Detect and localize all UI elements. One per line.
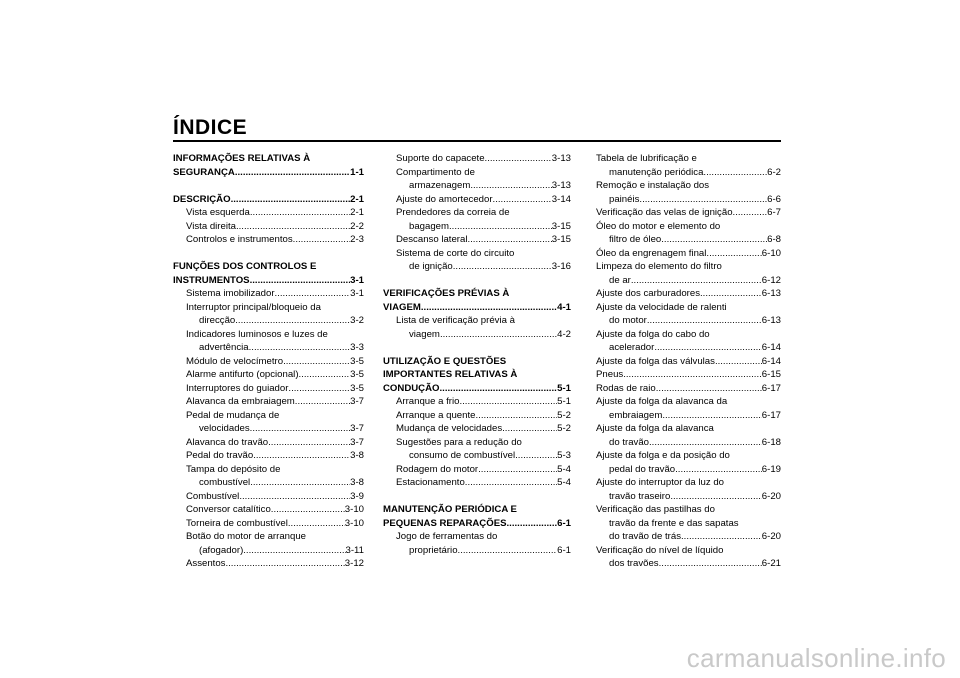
toc-entry bbox=[173, 422, 364, 436]
toc-entry-text: Assentos bbox=[186, 558, 226, 569]
toc-spacer bbox=[383, 490, 571, 504]
toc-page-number: 3-9 bbox=[350, 490, 364, 502]
toc-entry bbox=[383, 436, 571, 450]
toc-entry bbox=[383, 395, 571, 409]
toc-entry-text: do motor bbox=[609, 315, 647, 326]
toc-entry-text: Ajuste da folga da alavanca bbox=[596, 423, 714, 434]
toc-page-number: 6-12 bbox=[761, 274, 781, 286]
toc-page-number: 3-7 bbox=[350, 423, 364, 434]
toc-entry-text: Estacionamento bbox=[396, 477, 465, 488]
toc-leader-dots bbox=[493, 193, 552, 207]
toc-leader-dots bbox=[639, 193, 767, 207]
toc-page-number: 6-7 bbox=[767, 207, 781, 218]
toc-page-number: 6-1 bbox=[557, 544, 571, 556]
toc-page-number: 6-10 bbox=[761, 247, 781, 259]
toc-entry bbox=[173, 206, 364, 220]
toc-entry bbox=[596, 314, 781, 328]
toc-entry-text: SEGURANÇA bbox=[173, 166, 235, 178]
toc-entry bbox=[596, 355, 781, 369]
toc-entry-text: Interruptores do guiador bbox=[186, 382, 289, 394]
toc-entry bbox=[173, 287, 364, 301]
toc-entry-text: Óleo da engrenagem final bbox=[596, 247, 707, 259]
toc-entry bbox=[383, 463, 571, 477]
toc-entry-text: PEQUENAS REPARAÇÕES bbox=[383, 517, 507, 529]
toc-leader-dots bbox=[703, 166, 767, 180]
toc-entry bbox=[596, 436, 781, 450]
toc-page-number: 3-8 bbox=[350, 477, 364, 488]
toc-entry-text: Lista de verificação prévia à bbox=[396, 315, 515, 326]
toc-section-heading bbox=[383, 503, 571, 517]
toc-page-number: 6-20 bbox=[761, 531, 781, 542]
toc-entry bbox=[383, 314, 571, 328]
toc-page-number: 6-13 bbox=[761, 288, 781, 299]
toc-entry bbox=[173, 328, 364, 342]
toc-entry-text: acelerador bbox=[609, 342, 655, 353]
toc-entry bbox=[383, 260, 571, 274]
toc-page-number: 6-18 bbox=[761, 436, 781, 448]
toc-entry-text: Vista esquerda bbox=[186, 207, 250, 218]
toc-entry bbox=[173, 409, 364, 423]
toc-entry-text: Descanso lateral bbox=[396, 234, 468, 245]
toc-entry-text: advertência bbox=[199, 342, 249, 353]
toc-entry-text: CONDUÇÃO bbox=[383, 382, 440, 394]
toc-entry bbox=[596, 206, 781, 220]
toc-page-number: 5-3 bbox=[557, 450, 571, 461]
toc-page-number: 5-4 bbox=[557, 463, 571, 475]
toc-page-number: 3-1 bbox=[350, 274, 364, 286]
toc-leader-dots bbox=[231, 193, 351, 207]
toc-entry-text: filtro de óleo bbox=[609, 234, 662, 245]
toc-entry bbox=[596, 166, 781, 180]
toc-entry bbox=[596, 449, 781, 463]
toc-page-number: 2-1 bbox=[350, 207, 364, 218]
toc-entry-text: MANUTENÇÃO PERIÓDICA E bbox=[383, 504, 517, 515]
toc-entry-text: Ajuste da folga das válvulas bbox=[596, 355, 715, 367]
toc-column-1 bbox=[173, 152, 364, 571]
toc-leader-dots bbox=[465, 476, 557, 490]
toc-page-number: 3-15 bbox=[551, 234, 571, 245]
toc-leader-dots bbox=[467, 233, 551, 247]
toc-page-number: 3-1 bbox=[350, 288, 364, 299]
toc-entry bbox=[596, 274, 781, 288]
toc-entry bbox=[173, 544, 364, 558]
toc-entry bbox=[596, 247, 781, 261]
toc-entry-text: velocidades bbox=[199, 423, 250, 434]
toc-entry bbox=[596, 530, 781, 544]
toc-leader-dots bbox=[715, 355, 762, 369]
toc-section-heading bbox=[383, 517, 571, 531]
toc-page-number: 3-5 bbox=[350, 369, 364, 380]
toc-page-number: 2-3 bbox=[350, 234, 364, 245]
toc-page-number: 5-2 bbox=[557, 423, 571, 434]
toc-entry bbox=[173, 476, 364, 490]
toc-leader-dots bbox=[458, 544, 558, 558]
toc-section-heading bbox=[173, 260, 364, 274]
toc-entry-text: travão traseiro bbox=[609, 490, 671, 502]
toc-entry-text: Rodas de raio bbox=[596, 382, 656, 394]
toc-page-number: 6-21 bbox=[761, 558, 781, 569]
toc-entry bbox=[383, 530, 571, 544]
toc-leader-dots bbox=[515, 449, 557, 463]
toc-page-number: 5-1 bbox=[557, 396, 571, 407]
toc-entry-text: Controlos e instrumentos bbox=[186, 234, 293, 245]
toc-entry bbox=[383, 193, 571, 207]
toc-entry bbox=[173, 490, 364, 504]
toc-entry bbox=[383, 166, 571, 180]
toc-entry-text: bagagem bbox=[409, 220, 450, 232]
toc-page-number: 3-12 bbox=[344, 558, 364, 569]
toc-leader-dots bbox=[235, 314, 350, 328]
toc-leader-dots bbox=[225, 557, 344, 571]
toc-entry bbox=[383, 422, 571, 436]
toc-entry bbox=[383, 206, 571, 220]
toc-entry bbox=[596, 301, 781, 315]
toc-entry bbox=[596, 463, 781, 477]
toc-entry bbox=[596, 557, 781, 571]
toc-entry-text: Compartimento de bbox=[396, 166, 475, 178]
toc-leader-dots bbox=[453, 260, 552, 274]
toc-column-2 bbox=[383, 152, 571, 557]
toc-entry-text: Combustível bbox=[186, 490, 240, 502]
toc-leader-dots bbox=[275, 287, 351, 301]
toc-entry bbox=[383, 233, 571, 247]
toc-entry-text: Rodagem do motor bbox=[396, 463, 479, 475]
toc-entry-text: Pedal do travão bbox=[186, 450, 254, 461]
toc-entry bbox=[173, 314, 364, 328]
toc-entry-text: Tabela de lubrificação e bbox=[596, 153, 697, 164]
toc-leader-dots bbox=[299, 368, 351, 382]
toc-column-3 bbox=[596, 152, 781, 571]
toc-leader-dots bbox=[440, 382, 558, 396]
toc-entry bbox=[173, 530, 364, 544]
toc-page-number: 6-17 bbox=[761, 409, 781, 421]
toc-leader-dots bbox=[623, 368, 762, 382]
toc-entry bbox=[173, 233, 364, 247]
toc-entry bbox=[596, 490, 781, 504]
watermark: carmanualsonline.info bbox=[686, 643, 946, 673]
toc-leader-dots bbox=[662, 409, 761, 423]
toc-entry-text: Ajuste da folga do cabo do bbox=[596, 328, 710, 340]
toc-entry-text: Arranque a quente bbox=[396, 409, 476, 421]
toc-section-heading bbox=[173, 274, 364, 288]
toc-entry-text: Verificação das pastilhas do bbox=[596, 504, 715, 515]
toc-entry-text: Conversor catalítico bbox=[186, 504, 271, 515]
toc-page-number: 6-14 bbox=[761, 355, 781, 367]
toc-entry-text: dos travões bbox=[609, 558, 659, 569]
toc-page-number: 3-14 bbox=[551, 193, 571, 205]
toc-spacer bbox=[173, 179, 364, 193]
toc-entry bbox=[383, 409, 571, 423]
toc-leader-dots bbox=[421, 301, 557, 315]
toc-leader-dots bbox=[478, 463, 557, 477]
toc-leader-dots bbox=[253, 449, 350, 463]
toc-entry bbox=[596, 287, 781, 301]
toc-leader-dots bbox=[485, 152, 552, 166]
toc-page-number: 1-1 bbox=[350, 166, 364, 178]
toc-entry-text: pedal do travão bbox=[609, 463, 676, 475]
toc-leader-dots bbox=[250, 476, 350, 490]
toc-page-number: 2-1 bbox=[350, 193, 364, 205]
toc-page-number: 3-16 bbox=[551, 261, 571, 272]
toc-page-number: 3-7 bbox=[350, 436, 364, 448]
toc-entry-text: Verificação das velas de ignição bbox=[596, 207, 733, 218]
toc-entry-text: Sistema de corte do circuito bbox=[396, 247, 515, 259]
toc-entry bbox=[596, 233, 781, 247]
toc-entry-text: Módulo de velocímetro bbox=[186, 355, 284, 367]
toc-entry bbox=[173, 368, 364, 382]
toc-entry bbox=[596, 503, 781, 517]
toc-page-number: 3-13 bbox=[551, 153, 571, 164]
toc-page-number: 6-14 bbox=[761, 342, 781, 353]
toc-entry bbox=[596, 395, 781, 409]
toc-page-number: 3-3 bbox=[350, 342, 364, 353]
toc-leader-dots bbox=[288, 517, 345, 531]
toc-page-number: 6-8 bbox=[767, 234, 781, 245]
toc-entry-text: VERIFICAÇÕES PRÉVIAS À bbox=[383, 288, 510, 299]
toc-entry-text: Suporte do capacete bbox=[396, 153, 485, 164]
toc-page-number: 6-13 bbox=[761, 315, 781, 326]
toc-entry bbox=[383, 328, 571, 342]
toc-entry bbox=[596, 476, 781, 490]
toc-leader-dots bbox=[649, 436, 762, 450]
toc-leader-dots bbox=[449, 220, 552, 234]
toc-entry-text: Prendedores da correia de bbox=[396, 207, 510, 218]
toc-leader-dots bbox=[502, 422, 557, 436]
toc-section-heading bbox=[383, 287, 571, 301]
toc-leader-dots bbox=[675, 463, 762, 477]
toc-entry-text: Ajuste da folga da alavanca da bbox=[596, 396, 728, 407]
toc-entry bbox=[383, 152, 571, 166]
toc-entry bbox=[173, 301, 364, 315]
toc-entry bbox=[596, 179, 781, 193]
toc-leader-dots bbox=[250, 274, 351, 288]
toc-entry bbox=[383, 179, 571, 193]
toc-page-number: 3-5 bbox=[350, 355, 364, 367]
toc-entry bbox=[596, 409, 781, 423]
toc-entry-text: direcção bbox=[199, 315, 236, 326]
toc-entry-text: Interruptor principal/bloqueio da bbox=[186, 301, 321, 313]
toc-section-heading bbox=[383, 301, 571, 315]
toc-page-number: 5-4 bbox=[557, 477, 571, 488]
toc-entry bbox=[173, 220, 364, 234]
toc-entry-text: Alavanca do travão bbox=[186, 436, 269, 448]
toc-leader-dots bbox=[288, 382, 350, 396]
toc-leader-dots bbox=[733, 206, 768, 220]
toc-entry-text: Jogo de ferramentas do bbox=[396, 531, 498, 542]
toc-leader-dots bbox=[440, 328, 557, 342]
toc-leader-dots bbox=[656, 382, 762, 396]
toc-spacer bbox=[173, 247, 364, 261]
toc-entry-text: DESCRIÇÃO bbox=[173, 193, 231, 205]
toc-leader-dots bbox=[475, 409, 557, 423]
toc-section-heading bbox=[173, 166, 364, 180]
toc-entry bbox=[596, 260, 781, 274]
toc-entry-text: Ajuste da folga e da posição do bbox=[596, 450, 730, 461]
toc-leader-dots bbox=[470, 179, 551, 193]
toc-entry-text: Pedal de mudança de bbox=[186, 409, 280, 421]
toc-entry-text: Ajuste dos carburadores bbox=[596, 288, 700, 299]
toc-entry bbox=[173, 449, 364, 463]
toc-section-heading bbox=[383, 355, 571, 369]
toc-page-number: 3-11 bbox=[345, 544, 364, 556]
toc-entry-text: Ajuste do interruptor da luz do bbox=[596, 477, 724, 488]
toc-page-number: 6-6 bbox=[767, 193, 781, 205]
toc-entry-text: UTILIZAÇÃO E QUESTÕES bbox=[383, 355, 507, 367]
toc-entry-text: Indicadores luminosos e luzes de bbox=[186, 328, 328, 340]
toc-leader-dots bbox=[295, 395, 350, 409]
toc-entry-text: INFORMAÇÕES RELATIVAS À bbox=[173, 153, 311, 164]
toc-leader-dots bbox=[631, 274, 762, 288]
toc-page-number: 6-15 bbox=[761, 369, 781, 380]
toc-entry-text: de ar bbox=[609, 274, 631, 286]
toc-entry-text: do travão bbox=[609, 436, 650, 448]
toc-entry bbox=[596, 193, 781, 207]
toc-entry-text: INSTRUMENTOS bbox=[173, 274, 250, 286]
toc-leader-dots bbox=[670, 490, 761, 504]
toc-leader-dots bbox=[706, 247, 761, 261]
toc-leader-dots bbox=[271, 503, 345, 517]
toc-entry-text: VIAGEM bbox=[383, 301, 421, 313]
toc-entry-text: Vista direita bbox=[186, 220, 236, 232]
toc-entry-text: (afogador) bbox=[199, 544, 244, 556]
toc-page-number: 5-1 bbox=[557, 382, 571, 394]
toc-entry-text: de ignição bbox=[409, 261, 453, 272]
toc-entry-text: Mudança de velocidades bbox=[396, 423, 503, 434]
toc-leader-dots bbox=[243, 544, 345, 558]
toc-page-number: 3-2 bbox=[350, 315, 364, 326]
toc-leader-dots bbox=[283, 355, 350, 369]
toc-entry bbox=[596, 220, 781, 234]
toc-entry-text: travão da frente e das sapatas bbox=[609, 517, 739, 529]
toc-entry bbox=[173, 355, 364, 369]
toc-entry bbox=[383, 476, 571, 490]
toc-entry bbox=[596, 368, 781, 382]
toc-section-heading bbox=[173, 193, 364, 207]
toc-leader-dots bbox=[700, 287, 762, 301]
toc-page-number: 5-2 bbox=[557, 409, 571, 421]
toc-leader-dots bbox=[654, 341, 761, 355]
toc-page-number: 3-15 bbox=[551, 220, 571, 232]
toc-entry-text: painéis bbox=[609, 193, 640, 205]
toc-page-number: 6-1 bbox=[557, 517, 571, 529]
toc-leader-dots bbox=[293, 233, 350, 247]
toc-entry-text: viagem bbox=[409, 328, 440, 340]
toc-entry bbox=[173, 463, 364, 477]
toc-leader-dots bbox=[659, 557, 762, 571]
toc-section-heading bbox=[173, 152, 364, 166]
toc-entry-text: Alarme antifurto (opcional) bbox=[186, 369, 299, 380]
toc-leader-dots bbox=[250, 206, 350, 220]
toc-entry-text: Verificação do nível de líquido bbox=[596, 544, 724, 556]
toc-page-number: 4-2 bbox=[557, 328, 571, 340]
toc-entry-text: Tampa do depósito de bbox=[186, 463, 281, 475]
toc-entry-text: Ajuste da velocidade de ralenti bbox=[596, 301, 727, 313]
toc-entry-text: Alavanca da embraiagem bbox=[186, 396, 295, 407]
toc-leader-dots bbox=[239, 490, 350, 504]
toc-entry-text: armazenagem bbox=[409, 180, 471, 191]
toc-entry-text: Botão do motor de arranque bbox=[186, 531, 307, 542]
toc-leader-dots bbox=[661, 233, 767, 247]
toc-entry bbox=[596, 422, 781, 436]
toc-page-number: 3-10 bbox=[344, 504, 364, 515]
toc-leader-dots bbox=[235, 166, 350, 180]
toc-page-number: 2-2 bbox=[350, 220, 364, 232]
toc-leader-dots bbox=[507, 517, 558, 531]
toc-section-heading bbox=[383, 368, 571, 382]
toc-entry-text: Ajuste do amortecedor bbox=[396, 193, 493, 205]
toc-entry bbox=[383, 220, 571, 234]
toc-page-number: 3-7 bbox=[350, 396, 364, 407]
toc-spacer bbox=[383, 274, 571, 288]
toc-page-number: 6-19 bbox=[761, 463, 781, 475]
toc-entry bbox=[173, 436, 364, 450]
toc-entry bbox=[596, 328, 781, 342]
toc-page-number: 6-17 bbox=[761, 382, 781, 394]
toc-entry bbox=[596, 517, 781, 531]
toc-page-number: 3-5 bbox=[350, 382, 364, 394]
toc-entry-text: Arranque a frio bbox=[396, 396, 460, 407]
toc-entry bbox=[173, 395, 364, 409]
toc-page-number: 3-13 bbox=[551, 180, 571, 191]
toc-leader-dots bbox=[647, 314, 762, 328]
toc-leader-dots bbox=[249, 341, 351, 355]
toc-leader-dots bbox=[459, 395, 557, 409]
toc-entry bbox=[596, 544, 781, 558]
toc-section-heading bbox=[383, 382, 571, 396]
toc-entry-text: manutenção periódica bbox=[609, 166, 704, 178]
toc-entry-text: do travão de trás bbox=[609, 531, 681, 542]
toc-page-number: 6-2 bbox=[767, 166, 781, 178]
toc-entry-text: Remoção e instalação dos bbox=[596, 180, 710, 191]
toc-page-number: 3-10 bbox=[344, 517, 364, 529]
toc-page-number: 3-8 bbox=[350, 450, 364, 461]
toc-entry-text: consumo de combustível bbox=[409, 450, 516, 461]
toc-leader-dots bbox=[236, 220, 350, 234]
toc-entry bbox=[173, 517, 364, 531]
toc-entry-text: FUNÇÕES DOS CONTROLOS E bbox=[173, 261, 317, 272]
toc-entry bbox=[596, 152, 781, 166]
toc-spacer bbox=[383, 341, 571, 355]
toc-entry bbox=[383, 247, 571, 261]
toc-entry-text: embraiagem bbox=[609, 409, 663, 421]
toc-entry bbox=[173, 382, 364, 396]
toc-entry-text: Pneus bbox=[596, 369, 624, 380]
toc-entry bbox=[383, 449, 571, 463]
toc-leader-dots bbox=[681, 530, 762, 544]
toc-page-number: 6-20 bbox=[761, 490, 781, 502]
toc-entry-text: Torneira de combustível bbox=[186, 517, 288, 529]
toc-entry-text: Sistema imobilizador bbox=[186, 288, 275, 299]
toc-entry-text: Limpeza do elemento do filtro bbox=[596, 261, 722, 272]
toc-entry bbox=[173, 341, 364, 355]
toc-entry-text: Óleo do motor e elemento do bbox=[596, 220, 721, 232]
toc-leader-dots bbox=[268, 436, 350, 450]
page-title: ÍNDICE bbox=[173, 116, 248, 139]
toc-entry-text: Sugestões para a redução do bbox=[396, 436, 522, 448]
title-rule bbox=[173, 140, 781, 142]
toc-entry-text: proprietário bbox=[409, 544, 458, 556]
toc-entry-text: combustível bbox=[199, 477, 251, 488]
toc-page-number: 4-1 bbox=[557, 301, 571, 313]
toc-entry bbox=[173, 503, 364, 517]
toc-entry bbox=[173, 557, 364, 571]
toc-entry bbox=[383, 544, 571, 558]
toc-entry-text: IMPORTANTES RELATIVAS À bbox=[383, 369, 518, 380]
toc-entry bbox=[596, 341, 781, 355]
toc-entry bbox=[596, 382, 781, 396]
toc-leader-dots bbox=[250, 422, 350, 436]
